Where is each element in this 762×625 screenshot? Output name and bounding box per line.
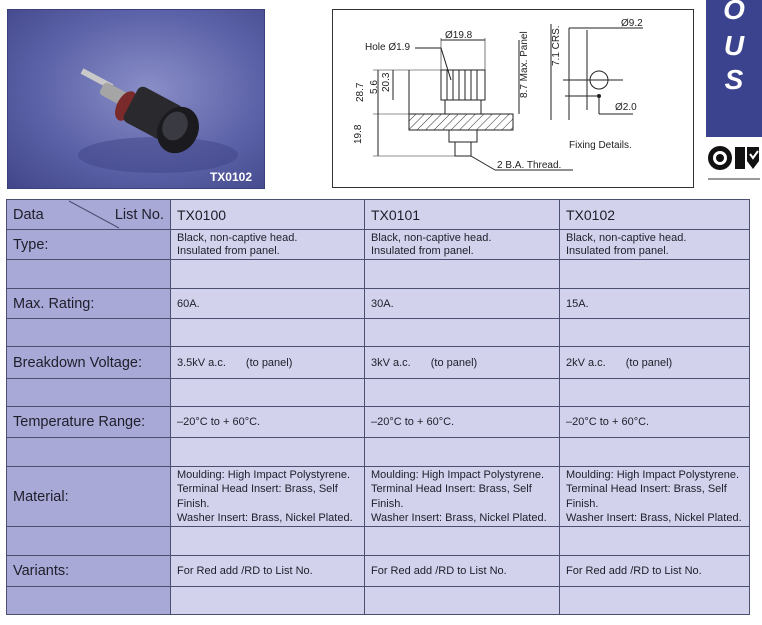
type-line: Insulated from panel. bbox=[177, 244, 280, 257]
type-line: Black, non-captive head. bbox=[177, 231, 298, 244]
breakdown-cell bbox=[365, 347, 560, 379]
breakdown-note: (to panel) bbox=[625, 356, 673, 369]
photo-caption: TX0102 bbox=[209, 170, 252, 184]
technical-drawing bbox=[332, 9, 694, 188]
spacer-row bbox=[7, 587, 750, 615]
material-line: Moulding: High Impact Polystyrene. bbox=[371, 468, 545, 481]
rating-cell: 15A. bbox=[560, 289, 750, 319]
type-line: Black, non-captive head. bbox=[371, 231, 492, 244]
material-line: Moulding: High Impact Polystyrene. bbox=[566, 468, 740, 481]
table-row bbox=[7, 467, 750, 527]
certification-mark-icon bbox=[706, 142, 762, 188]
material-line: Terminal Head Insert: Brass, Self Finish. bbox=[566, 483, 727, 510]
row-label: Type: bbox=[7, 230, 171, 260]
type-line: Black, non-captive head. bbox=[566, 231, 687, 244]
breakdown-cell bbox=[171, 347, 365, 379]
material-line: Terminal Head Insert: Brass, Self Finish. bbox=[371, 483, 532, 510]
dim-20-3-label: 20.3 bbox=[381, 72, 392, 92]
type-line: Insulated from panel. bbox=[371, 244, 474, 257]
type-cell bbox=[365, 230, 560, 260]
material-line: Terminal Head Insert: Brass, Self Finish. bbox=[177, 483, 338, 510]
product-photo bbox=[7, 9, 265, 189]
material-line: Washer Insert: Brass, Nickel Plated. bbox=[371, 512, 547, 524]
type-cell bbox=[560, 230, 750, 260]
max-panel-label: 8.7 Max. Panel bbox=[519, 31, 530, 98]
rating-cell: 60A. bbox=[171, 289, 365, 319]
dim-28-7-label: 28.7 bbox=[355, 82, 366, 102]
specification-table bbox=[6, 199, 750, 615]
material-line: Moulding: High Impact Polystyrene. bbox=[177, 468, 351, 481]
temperature-cell: –20°C to + 60°C. bbox=[365, 407, 560, 438]
fixing-details-label: Fixing Details. bbox=[569, 140, 632, 151]
table-row bbox=[7, 407, 750, 438]
breakdown-cell bbox=[560, 347, 750, 379]
spacer-row bbox=[7, 260, 750, 289]
row-label: Max. Rating: bbox=[7, 289, 171, 319]
temperature-cell: –20°C to + 60°C. bbox=[171, 407, 365, 438]
table-row bbox=[7, 230, 750, 260]
brand-letter: O bbox=[723, 0, 745, 25]
brand-letter: S bbox=[724, 64, 744, 95]
table-row bbox=[7, 289, 750, 319]
certification-logo bbox=[706, 142, 762, 188]
type-cell bbox=[171, 230, 365, 260]
spacer-row bbox=[7, 319, 750, 347]
corner-data-label: Data bbox=[13, 207, 44, 223]
table-header-row bbox=[7, 200, 750, 230]
type-line: Insulated from panel. bbox=[566, 244, 669, 257]
material-line: Washer Insert: Brass, Nickel Plated. bbox=[566, 512, 742, 524]
model-header: TX0100 bbox=[171, 200, 365, 230]
variants-cell: For Red add /RD to List No. bbox=[560, 556, 750, 587]
head-diameter-label: Ø19.8 bbox=[445, 30, 473, 41]
model-header: TX0101 bbox=[365, 200, 560, 230]
dim-5-6-label: 5.6 bbox=[369, 80, 380, 94]
terminal-photo-illustration bbox=[8, 10, 265, 189]
breakdown-value: 2kV a.c. bbox=[566, 356, 606, 369]
temperature-cell: –20°C to + 60°C. bbox=[560, 407, 750, 438]
breakdown-note: (to panel) bbox=[245, 356, 293, 369]
row-label: Material: bbox=[7, 467, 171, 527]
variants-cell: For Red add /RD to List No. bbox=[171, 556, 365, 587]
material-cell bbox=[560, 467, 750, 527]
rating-cell: 30A. bbox=[365, 289, 560, 319]
dia-2-0-label: Ø2.0 bbox=[615, 102, 637, 113]
crs-label: 7.1 CRS. bbox=[551, 25, 562, 66]
hole-label: Hole Ø1.9 bbox=[365, 42, 411, 53]
table-row bbox=[7, 556, 750, 587]
thread-label: 2 B.A. Thread. bbox=[497, 160, 562, 171]
breakdown-value: 3.5kV a.c. bbox=[177, 356, 226, 369]
data-list-corner bbox=[7, 200, 171, 230]
row-label: Temperature Range: bbox=[7, 407, 171, 438]
row-label: Variants: bbox=[7, 556, 171, 587]
spacer-row bbox=[7, 438, 750, 467]
variants-cell: For Red add /RD to List No. bbox=[365, 556, 560, 587]
corner-list-label: List No. bbox=[114, 207, 164, 223]
dim-19-8-label: 19.8 bbox=[353, 124, 364, 144]
spacer-row bbox=[7, 379, 750, 407]
spacer-row bbox=[7, 527, 750, 556]
breakdown-note: (to panel) bbox=[430, 356, 478, 369]
brand-letter: U bbox=[723, 30, 745, 61]
brand-strip bbox=[706, 0, 762, 137]
material-cell bbox=[171, 467, 365, 527]
dia-9-2-label: Ø9.2 bbox=[621, 18, 643, 29]
breakdown-value: 3kV a.c. bbox=[371, 356, 411, 369]
table-row bbox=[7, 347, 750, 379]
material-cell bbox=[365, 467, 560, 527]
model-header: TX0102 bbox=[560, 200, 750, 230]
row-label: Breakdown Voltage: bbox=[7, 347, 171, 379]
material-line: Washer Insert: Brass, Nickel Plated. bbox=[177, 512, 353, 524]
